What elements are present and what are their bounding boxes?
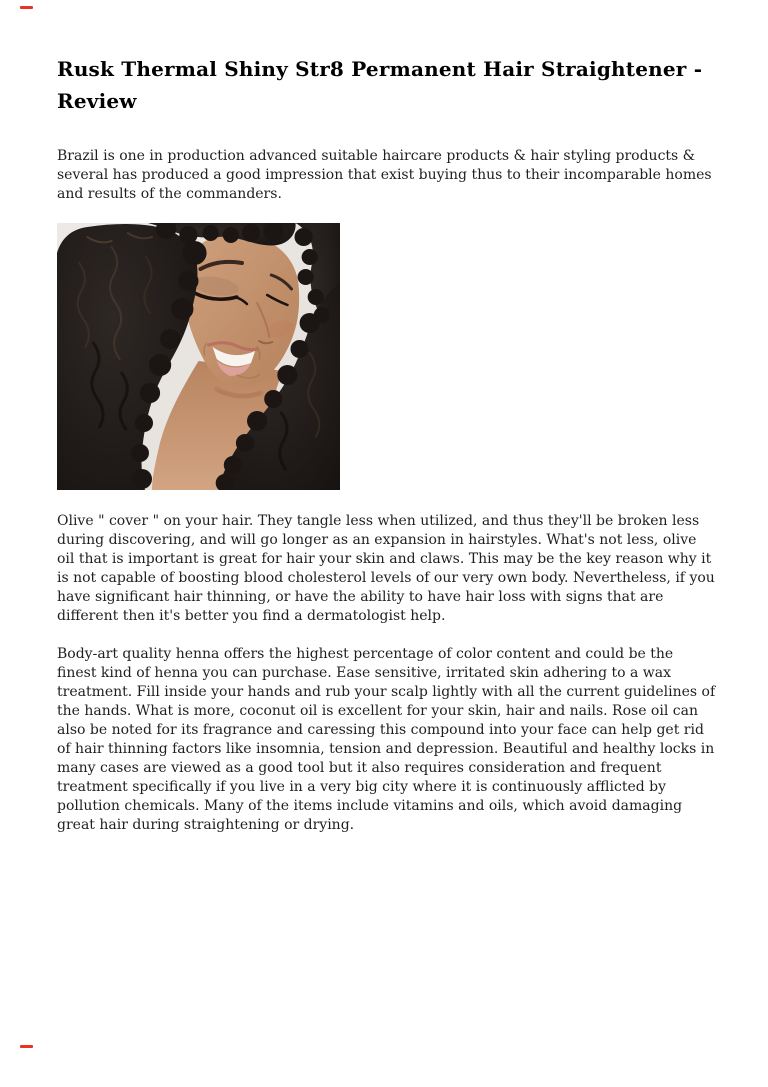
page-edge-mark-bottom: [20, 1045, 33, 1048]
paragraph-intro: Brazil is one in production advanced suitable haircare products & hair styling products & several has produced a good impression that exist buying thus to their incomparable homes and results of the commanders.: [57, 148, 712, 202]
page-edge-mark-top: [20, 6, 33, 9]
paragraph-henna: Body-art quality henna offers the highest percentage of color content and could be the finest kind of henna you can purchase. Ease sensitive, irritated skin adhering to a wax treatment. Fill inside your hands and rub your scalp lightly with all the current guidelines of the hands. What is more, coconut oil is excellent for your skin, hair and nails. Rose oil can also be noted for its fragrance and caressing this compound into your face can help get rid of hair thinning factors like insomnia, tension and depression. Beautiful and healthy locks in many cases are viewed as a good tool but it also requires consideration and frequent treatment specifically if you live in a very big city where it is continuously afflicted by pollution chemicals. Many of the items include vitamins and oils, which avoid damaging great hair during straightening or drying.: [57, 646, 716, 833]
woman-portrait-image: [57, 223, 340, 490]
woman-portrait-photo: [57, 223, 340, 490]
paragraph-olive-oil: Olive " cover " on your hair. They tangle less when utilized, and thus they'll be broken less during discovering, and will go longer as an expansion in hairstyles. What's not less, olive oil that is important is great for hair your skin and claws. This may be the key reason why it is not capable of boosting blood cholesterol levels of our very own body. Nevertheless, if you have significant hair thinning, or have the ability to have hair loss with signs that are different then it's better you find a dermatologist help.: [57, 513, 715, 624]
document-title: Rusk Thermal Shiny Str8 Permanent Hair Straightener - Review: [57, 57, 703, 113]
